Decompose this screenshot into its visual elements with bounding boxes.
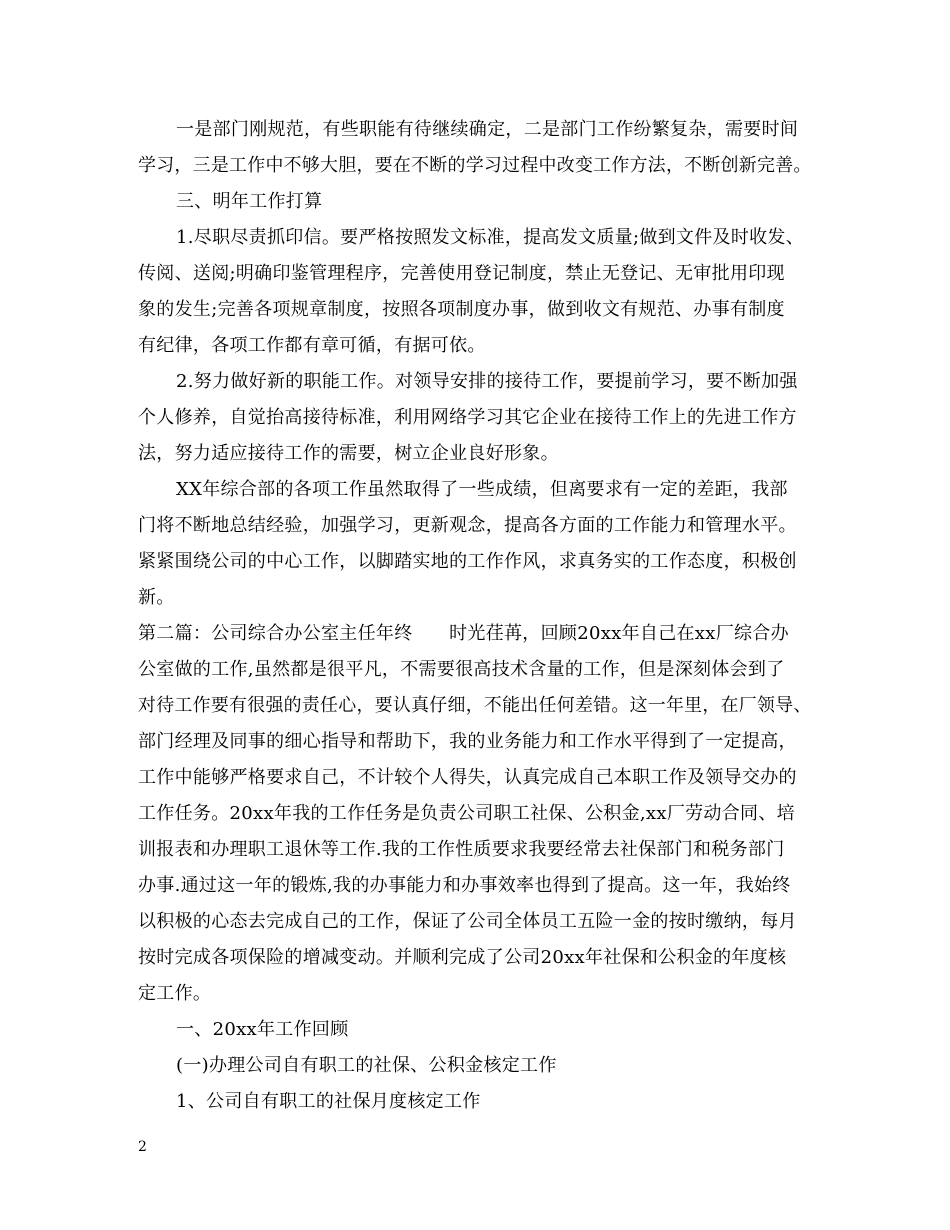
text-line: 个人修养，自觉抬高接待标准，利用网络学习其它企业在接待工作上的先进工作方 [138,407,797,428]
text-line: 象的发生;完善各项规章制度，按照各项制度办事，做到收文有规范、办事有制度 [138,299,785,320]
text-line: 传阅、送阅;明确印鉴管理程序，完善使用登记制度，禁止无登记、无审批用印现 [138,263,785,284]
subsection-heading: 1、公司自有职工的社保月度核定工作 [176,1091,481,1112]
text-line: 2.努力做好新的职能工作。对领导安排的接待工作，要提前学习，要不断加强 [176,371,798,392]
text-line: 1.尽职尽责抓印信。要严格按照发文标准，提高发文质量;做到文件及时收发、 [176,227,805,248]
text-line: 法，努力适应接待工作的需要，树立企业良好形象。 [138,443,559,464]
text-line: 有纪律，各项工作都有章可循，有据可依。 [138,335,486,356]
text-line: 部门经理及同事的细心指导和帮助下，我的业务能力和工作水平得到了一定提高， [138,731,797,752]
subsection-heading: (一)办理公司自有职工的社保、公积金核定工作 [176,1055,557,1076]
text-line: 训报表和办理职工退休等工作.我的工作性质要求我要经常去社保部门和税务部门 [138,839,785,860]
text-line: 对待工作要有很强的责任心，要认真仔细，不能出任何差错。这一年里，在厂领导、 [138,695,812,716]
text-line: 工作中能够严格要求自己，不计较个人得失，认真完成自己本职工作及领导交办的 [138,767,797,788]
chapter-heading-line: 第二篇：公司综合办公室主任年终 时光荏苒，回顾20xx年自己在xx厂综合办 [138,623,789,644]
text-line: 办事.通过这一年的锻炼,我的办事能力和办事效率也得到了提高。这一年，我始终 [138,875,791,896]
text-line: 公室做的工作,虽然都是很平凡，不需要很高技术含量的工作，但是深刻体会到了 [138,659,785,680]
page-number: 2 [138,1139,147,1155]
text-line: XX年综合部的各项工作虽然取得了一些成绩，但离要求有一定的差距，我部 [176,479,788,500]
text-line: 按时完成各项保险的增减变动。并顺利完成了公司20xx年社保和公积金的年度核 [138,947,787,968]
text-line: 紧紧围绕公司的中心工作，以脚踏实地的工作作风，求真务实的工作态度，积极创 [138,551,797,572]
section-heading: 一、20xx年工作回顾 [176,1019,349,1040]
text-line: 学习，三是工作中不够大胆，要在不断的学习过程中改变工作方法，不断创新完善。 [138,155,812,176]
text-line: 工作任务。20xx年我的工作任务是负责公司职工社保、公积金,xx厂劳动合同、培 [138,803,795,824]
section-heading: 三、明年工作打算 [176,191,323,212]
text-line: 定工作。 [138,983,212,1004]
text-line: 以积极的心态去完成自己的工作，保证了公司全体员工五险一金的按时缴纳，每月 [138,911,797,932]
text-line: 新。 [138,587,175,608]
text-line: 门将不断地总结经验，加强学习，更新观念，提高各方面的工作能力和管理水平。 [138,515,797,536]
text-line: 一是部门刚规范，有些职能有待继续确定，二是部门工作纷繁复杂，需要时间 [176,119,799,140]
